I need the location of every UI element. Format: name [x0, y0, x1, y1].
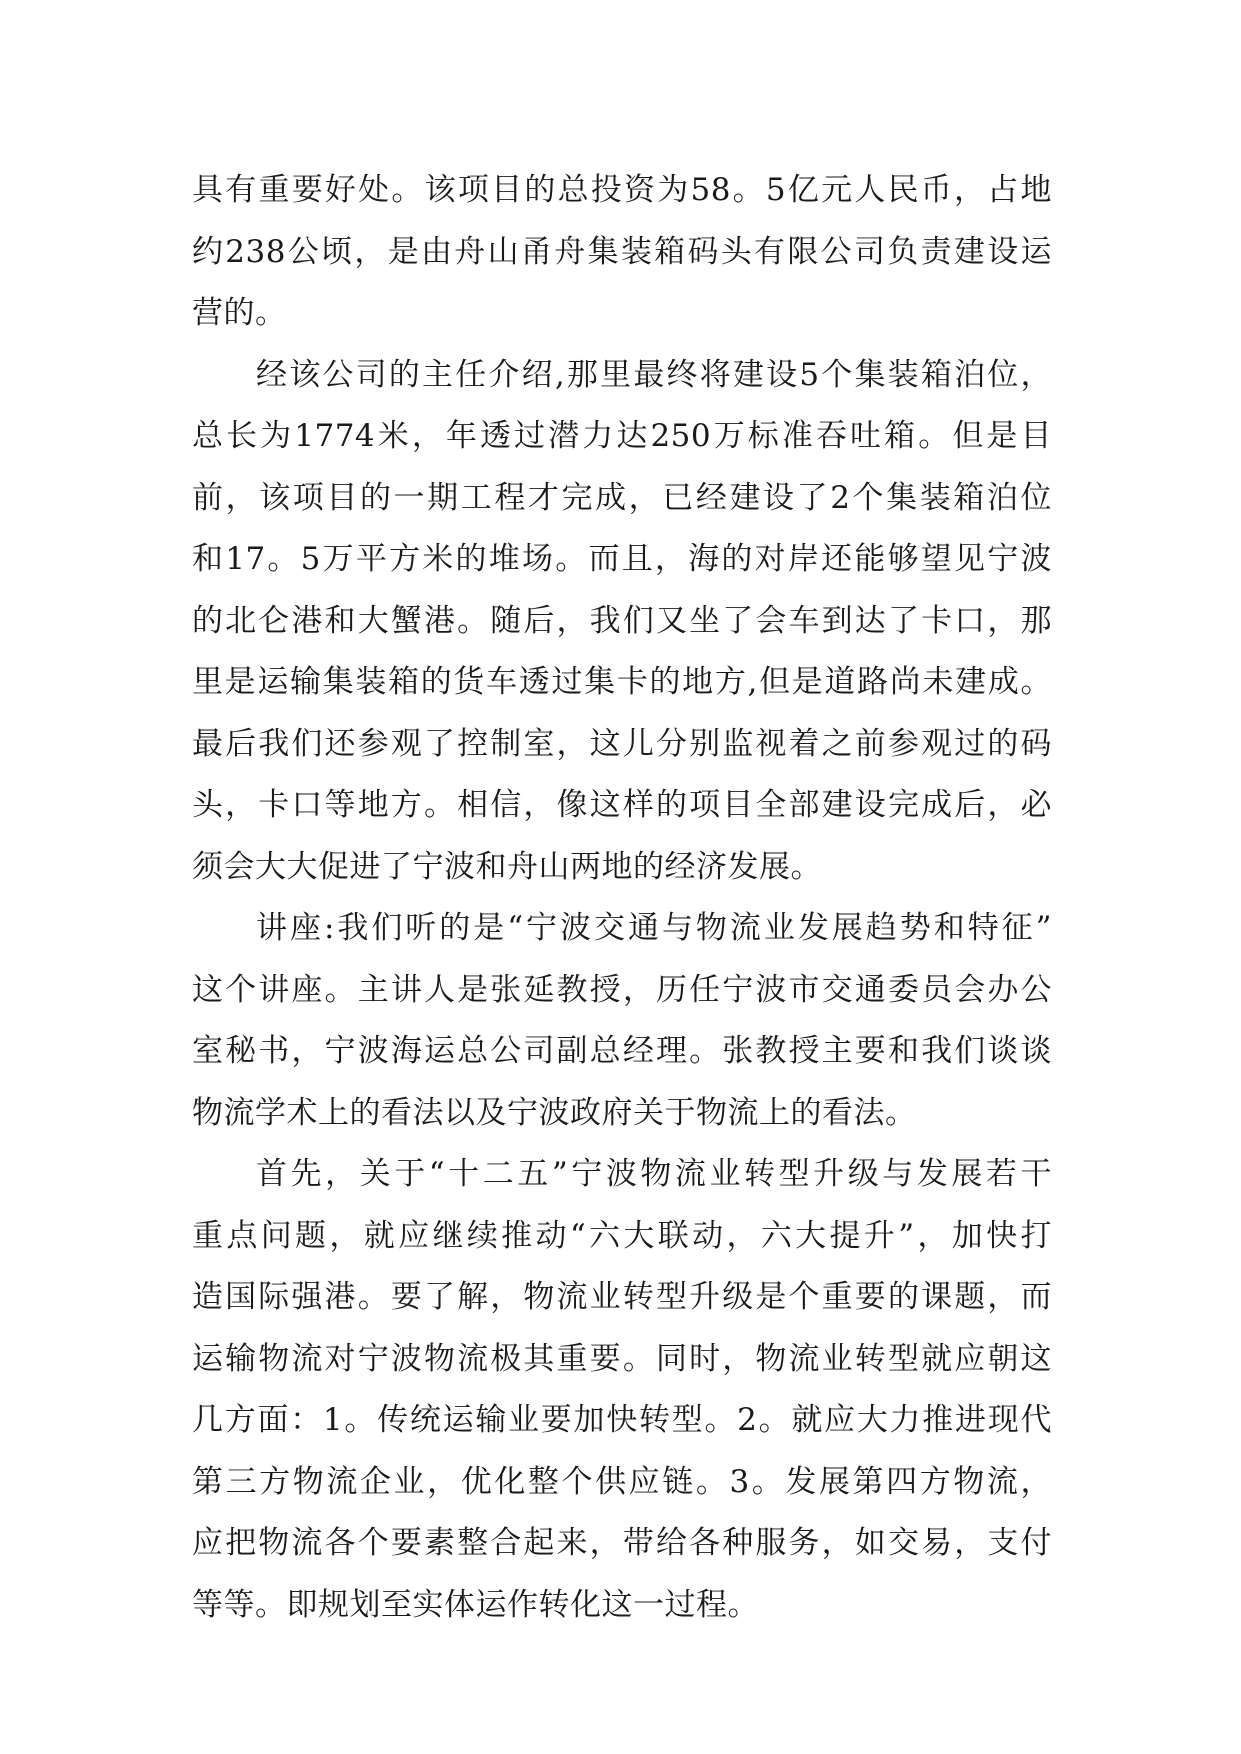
text-line: 第三方物流企业，优化整个供应链。3。发展第四方物流， [192, 1463, 1052, 1500]
document-body [192, 160, 1052, 1636]
text-line: 头，卡口等地方。相信，像这样的项目全部建设完成后，必 [192, 787, 1052, 823]
text-line: 最后我们还参观了控制室，这儿分别监视着之前参观过的码 [192, 725, 1052, 762]
text-line: 具有重要好处。该项目的总投资为58。5亿元人民币，占地 [192, 172, 1052, 208]
paragraph-lecture [192, 898, 1052, 1144]
text-line: 造国际强港。要了解，物流业转型升级是个重要的课题，而 [192, 1279, 1052, 1315]
text-line: 经该公司的主任介绍,那里最终将建设5个集装箱泊位， [256, 356, 1052, 393]
text-line: 须会大大促进了宁波和舟山两地的经济发展。 [192, 848, 822, 885]
text-line: 和17。5万平方米的堆场。而且，海的对岸还能够望见宁波 [192, 541, 1052, 577]
paragraph-project-investment [192, 160, 1052, 345]
text-line: 物流学术上的看法以及宁波政府关于物流上的看法。 [192, 1094, 917, 1131]
text-line: 营的。 [192, 295, 287, 331]
paragraph-logistics-transformation [192, 1144, 1052, 1636]
text-line: 重点问题，就应继续推动“六大联动，六大提升”，加快打 [192, 1217, 1052, 1254]
text-line: 前，该项目的一期工程才完成，已经建设了2个集装箱泊位 [192, 479, 1052, 516]
text-line: 等等。即规划至实体运作转化这一过程。 [192, 1586, 759, 1623]
text-line: 室秘书，宁波海运总公司副总经理。张教授主要和我们谈谈 [192, 1033, 1052, 1069]
text-line: 里是运输集装箱的货车透过集卡的地方,但是道路尚未建成。 [192, 664, 1052, 700]
text-line: 这个讲座。主讲人是张延教授，历任宁波市交通委员会办公 [192, 971, 1052, 1008]
text-line: 讲座:我们听的是“宁波交通与物流业发展趋势和特征” [256, 910, 1052, 946]
text-line: 总长为1774米，年透过潜力达250万标准吞吐箱。但是目 [192, 418, 1052, 454]
text-line: 首先，关于“十二五”宁波物流业转型升级与发展若干 [256, 1156, 1052, 1192]
text-line: 运输物流对宁波物流极其重要。同时，物流业转型就应朝这 [192, 1340, 1052, 1377]
text-line: 几方面：1。传统运输业要加快转型。2。就应大力推进现代 [192, 1402, 1052, 1438]
text-line: 约238公顷，是由舟山甬舟集装箱码头有限公司负责建设运 [192, 233, 1052, 270]
paragraph-terminal-visit [192, 345, 1052, 899]
text-line: 的北仑港和大蟹港。随后，我们又坐了会车到达了卡口，那 [192, 602, 1052, 639]
text-line: 应把物流各个要素整合起来，带给各种服务，如交易，支付 [192, 1525, 1052, 1561]
